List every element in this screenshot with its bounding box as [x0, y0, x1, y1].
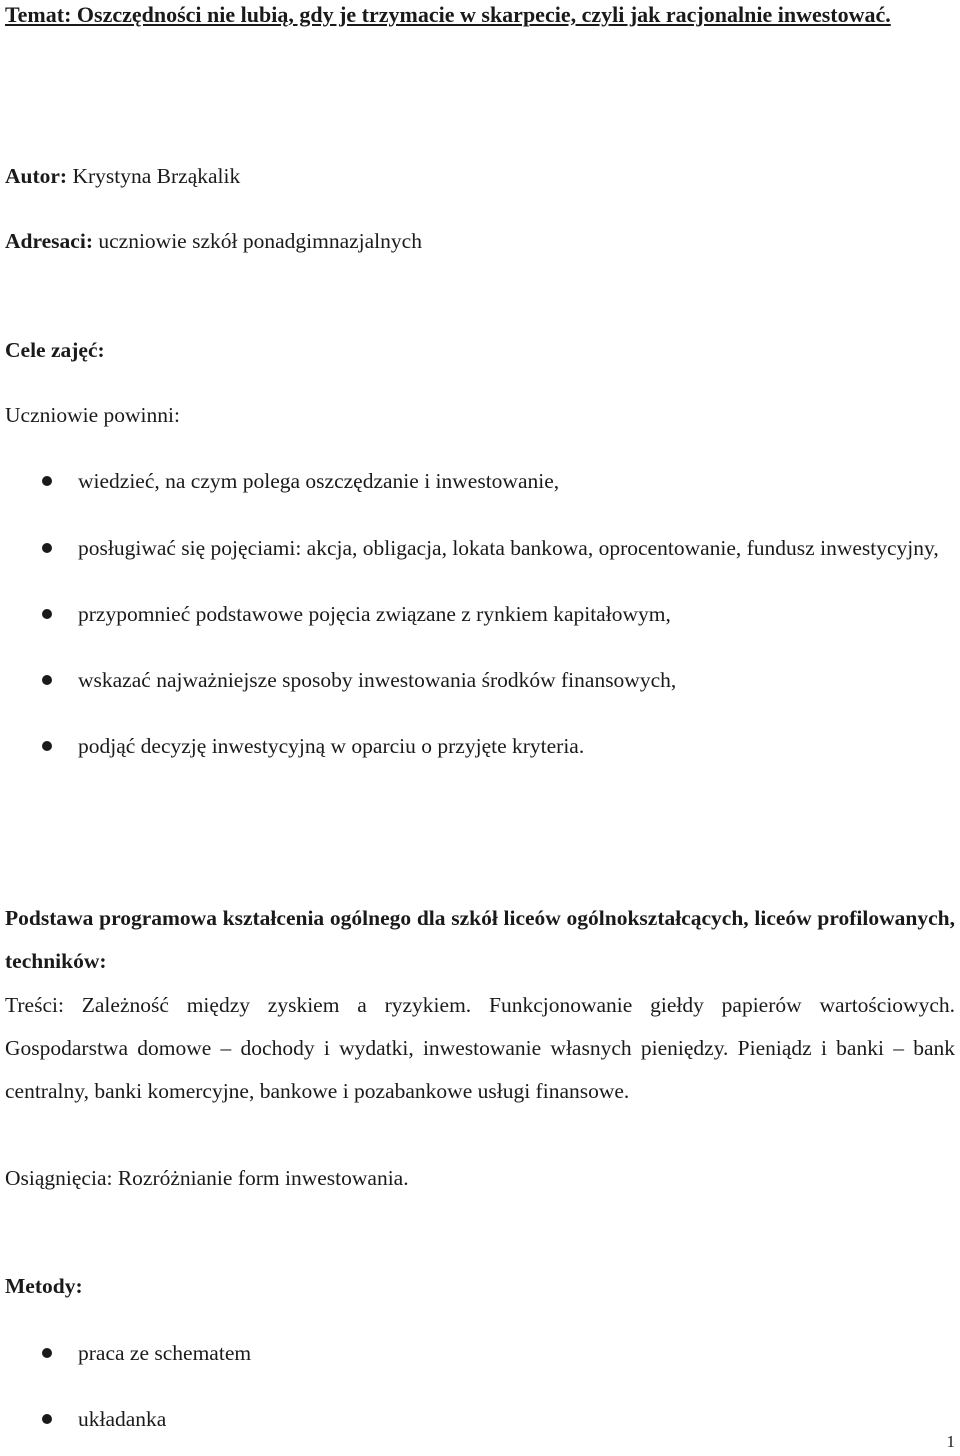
- goal-text: podjąć decyzję inwestycyjną w oparciu o przyjęte kryteria.: [78, 734, 585, 758]
- audience-line: [5, 221, 422, 261]
- bullet-icon: [42, 609, 52, 619]
- author-label: Autor:: [5, 164, 68, 188]
- curriculum-achievements: Osiągnięcia: Rozróżnianie form inwestowania.: [5, 1166, 409, 1190]
- bullet-icon: [42, 675, 52, 685]
- bullet-icon: [42, 1348, 52, 1358]
- list-item: [0, 593, 955, 636]
- list-item: [0, 1398, 955, 1441]
- goal-text: posługiwać się pojęciami: akcja, obligacja, lokata bankowa, oprocentowanie, fundusz inwestycyjny,: [78, 536, 939, 560]
- goals-intro: Uczniowie powinni:: [5, 403, 180, 427]
- bullet-icon: [42, 476, 52, 486]
- curriculum-heading: Podstawa programowa kształcenia ogólnego dla szkół liceów ogólnokształcących, liceów profilowanych, techników:: [5, 906, 955, 973]
- page-number: 1: [946, 1432, 955, 1451]
- list-item: [0, 659, 955, 702]
- list-item: [0, 460, 955, 503]
- goals-list: [0, 460, 955, 768]
- goals-heading: Cele zajęć:: [5, 338, 105, 362]
- bullet-icon: [42, 543, 52, 553]
- method-text: praca ze schematem: [78, 1341, 252, 1365]
- list-item: [0, 725, 955, 768]
- method-text: układanka: [78, 1407, 167, 1431]
- goal-text: wskazać najważniejsze sposoby inwestowania środków finansowych,: [78, 668, 677, 692]
- methods-list: [0, 1332, 955, 1441]
- bullet-icon: [42, 741, 52, 751]
- list-item: [0, 527, 955, 570]
- goal-text: przypomnieć podstawowe pojęcia związane z rynkiem kapitałowym,: [78, 602, 671, 626]
- document-title: Temat: Oszczędności nie lubią, gdy je trzymacie w skarpecie, czyli jak racjonalnie inwestować.: [5, 2, 891, 27]
- list-item: [0, 1332, 955, 1375]
- audience-value: uczniowie szkół ponadgimnazjalnych: [98, 229, 422, 253]
- goal-text: wiedzieć, na czym polega oszczędzanie i inwestowanie,: [78, 469, 560, 493]
- audience-label: Adresaci:: [5, 229, 93, 253]
- methods-heading: Metody:: [5, 1274, 83, 1298]
- curriculum-content: Treści: Zależność między zyskiem a ryzykiem. Funkcjonowanie giełdy papierów wartościowych. Gospodarstwa domowe – dochody i wydatki, inwestowanie własnych pieniędzy. Pieniądz i banki – bank centralny, banki komercyjne, bankowe i pozabankowe usługi finansowe.: [5, 993, 955, 1103]
- bullet-icon: [42, 1414, 52, 1424]
- author-value: Krystyna Brząkalik: [72, 164, 241, 188]
- author-line: [5, 156, 240, 196]
